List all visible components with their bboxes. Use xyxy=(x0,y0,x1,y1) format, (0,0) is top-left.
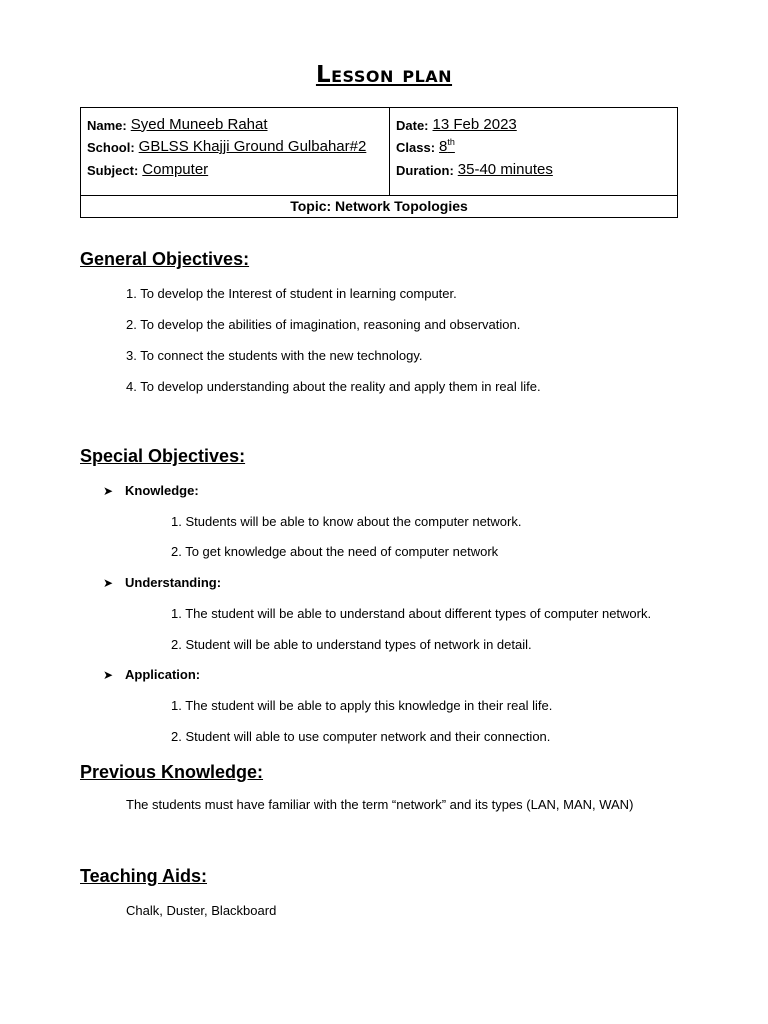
general-objective-item: 3. To connect the students with the new technology. xyxy=(126,348,423,363)
class-value xyxy=(439,137,455,155)
general-objective-item: 4. To develop understanding about the reality and apply them in real life. xyxy=(126,379,541,394)
understanding-bullet xyxy=(103,575,221,590)
name-row xyxy=(87,110,389,133)
application-bullet xyxy=(103,667,200,682)
bullet-label: Application: xyxy=(125,667,201,682)
arrow-bullet-icon: ➤ xyxy=(103,667,114,682)
previous-knowledge-heading: Previous Knowledge: xyxy=(80,762,264,782)
special-objective-item: 1. The student will be able to understand about different types of computer network. xyxy=(171,606,652,621)
school-label: School: xyxy=(87,140,135,155)
special-objective-item: 2. Student will be able to understand types of network in detail. xyxy=(171,637,532,652)
info-left-cell xyxy=(81,108,390,196)
special-objective-item: 2. Student will able to use computer network and their connection. xyxy=(171,729,551,744)
date-value: 13 Feb 2023 xyxy=(432,115,517,133)
bullet-label: Understanding: xyxy=(125,575,222,590)
class-number: 8 xyxy=(439,138,448,155)
school-row xyxy=(87,133,389,156)
duration-label: Duration: xyxy=(396,162,454,178)
info-right-cell xyxy=(390,108,678,196)
arrow-bullet-icon: ➤ xyxy=(103,483,114,498)
teaching-aids-text: Chalk, Duster, Blackboard xyxy=(126,903,277,918)
class-row xyxy=(396,133,677,156)
subject-value: Computer xyxy=(142,160,209,178)
previous-knowledge-text: The students must have familiar with the term “network” and its types (LAN, MAN, WAN) xyxy=(126,797,634,812)
special-objective-item: 1. Students will be able to know about the computer network. xyxy=(171,514,522,529)
bullet-label: Knowledge: xyxy=(125,483,199,498)
class-label: Class: xyxy=(396,140,436,155)
subject-label: Subject: xyxy=(87,162,139,178)
page-title: Lesson plan xyxy=(315,62,453,88)
arrow-bullet-icon: ➤ xyxy=(103,575,114,590)
date-row xyxy=(396,110,677,133)
knowledge-bullet xyxy=(103,483,199,498)
teaching-aids-heading: Teaching Aids: xyxy=(80,866,208,886)
topic-cell: Topic: Network Topologies xyxy=(81,196,678,218)
duration-value: 35-40 minutes xyxy=(457,160,553,178)
info-table xyxy=(80,107,678,218)
name-label: Name: xyxy=(87,117,127,133)
general-objective-item: 1. To develop the Interest of student in learning computer. xyxy=(126,286,457,301)
subject-row xyxy=(87,155,389,178)
general-objectives-heading: General Objectives: xyxy=(80,249,250,269)
special-objectives-heading: Special Objectives: xyxy=(80,446,246,466)
special-objective-item: 1. The student will be able to apply this knowledge in their real life. xyxy=(171,698,553,713)
class-suffix: th xyxy=(447,137,455,147)
name-value: Syed Muneeb Rahat xyxy=(130,115,268,133)
general-objective-item: 2. To develop the abilities of imagination, reasoning and observation. xyxy=(126,317,521,332)
school-value: GBLSS Khajji Ground Gulbahar#2 xyxy=(138,138,367,155)
duration-row xyxy=(396,155,677,178)
special-objective-item: 2. To get knowledge about the need of computer network xyxy=(171,544,499,559)
date-label: Date: xyxy=(396,117,429,133)
